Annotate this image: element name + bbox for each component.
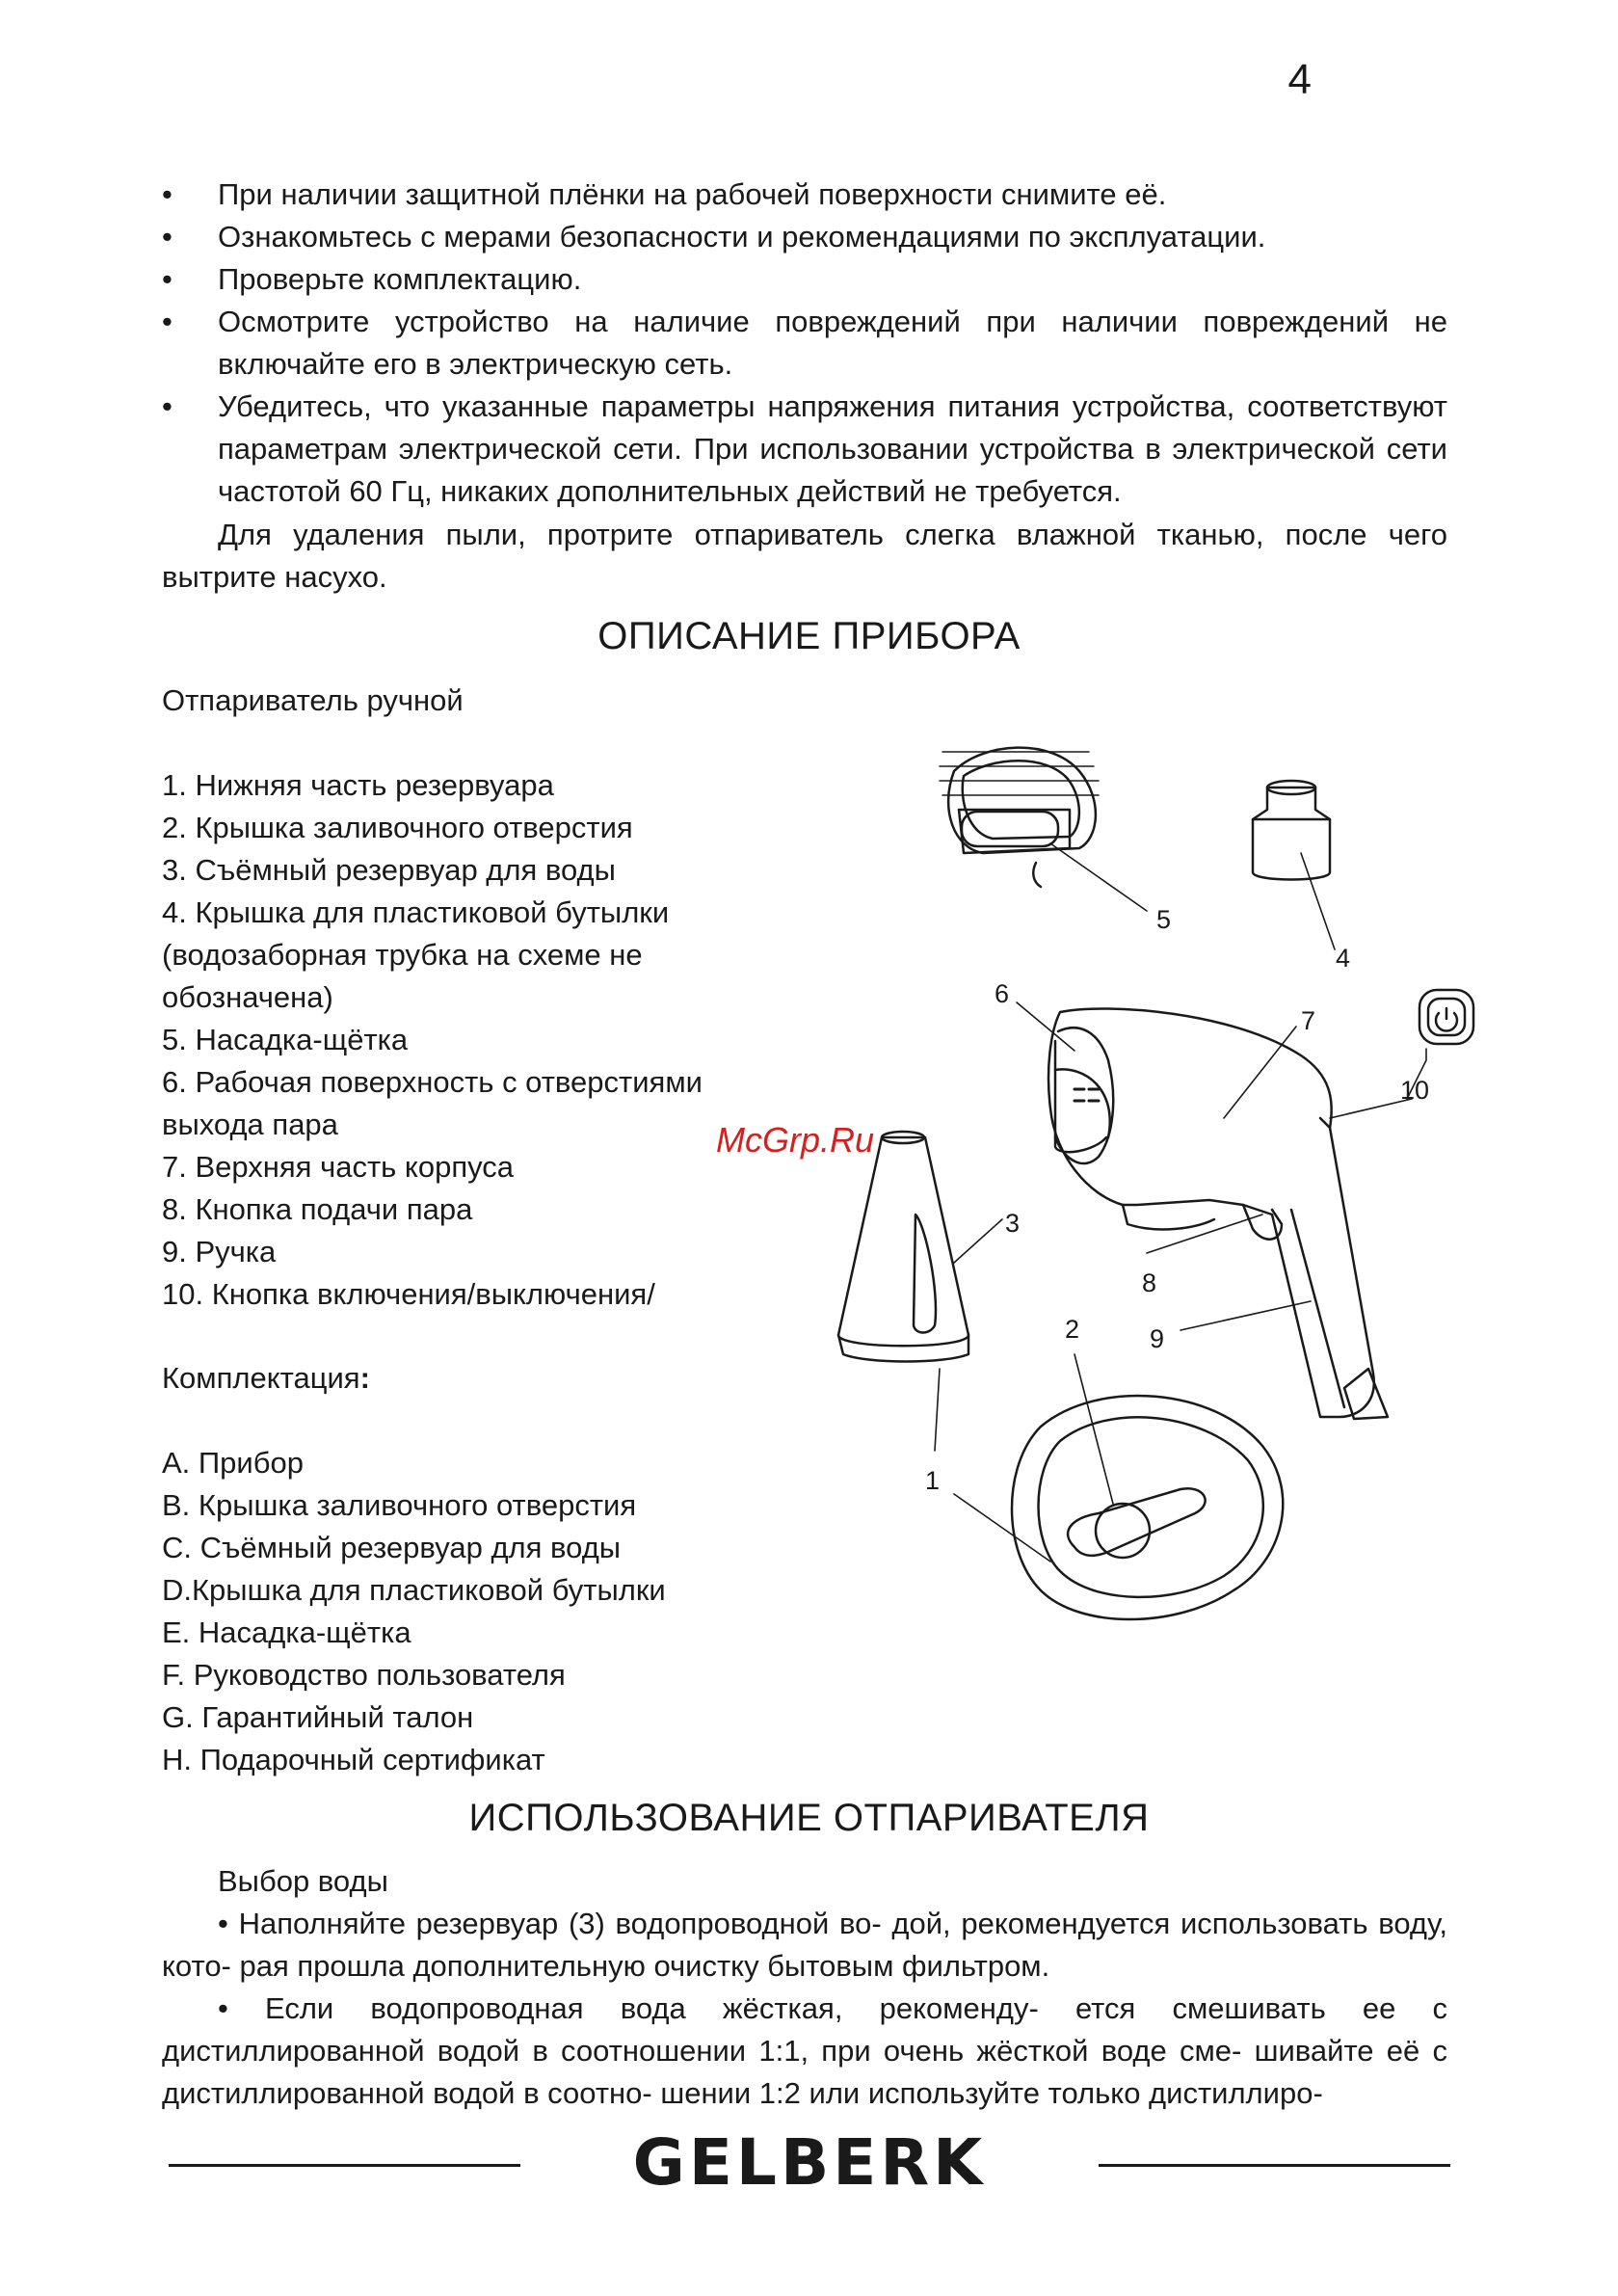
bullet-icon: • [162, 262, 172, 296]
footer-rule-right [1099, 2164, 1450, 2167]
intro-bullet-list [162, 174, 1447, 513]
bullet-icon: • [162, 220, 172, 254]
water-choice-subheading: Выбор воды [218, 1864, 388, 1898]
list-item: • Ознакомьтесь с мерами безопасности и рекомендациями по эксплуатации. [162, 216, 1447, 258]
list-item: 1. Нижняя часть резервуара [162, 768, 554, 802]
list-item: F. Руководство пользователя [162, 1658, 566, 1692]
callout-10: 10 [1400, 1076, 1430, 1105]
kit-list [162, 1442, 759, 1781]
callout-4: 4 [1336, 944, 1351, 973]
list-item: • При наличии защитной плёнки на рабочей поверхности снимите её. [162, 174, 1447, 216]
callout-5: 5 [1156, 905, 1172, 934]
steamer-body-drawing [1048, 1008, 1388, 1419]
watermark: McGrp.Ru [716, 1120, 875, 1160]
usage-paragraph-1: • Наполняйте резервуар (3) водопроводной во- дой, рекомендуется использовать воду, кото- рая прошла дополнительную очистку бытовым фильтром. [162, 1907, 1447, 1983]
list-item: E. Насадка-щётка [162, 1615, 411, 1649]
callout-8: 8 [1142, 1268, 1157, 1297]
power-button-drawing [1419, 990, 1473, 1044]
steamer-diagram [809, 713, 1484, 1658]
usage-heading: ИСПОЛЬЗОВАНИЕ ОТПАРИВАТЕЛЯ [468, 1797, 1150, 1839]
list-item: 6. Рабочая поверхность с отверстиями выхода пара [162, 1065, 703, 1141]
footer-rule-left [169, 2164, 520, 2167]
list-item: 3. Съёмный резервуар для воды [162, 853, 616, 887]
list-item: 7. Верхняя часть корпуса [162, 1150, 515, 1184]
list-item: 8. Кнопка подачи пара [162, 1192, 473, 1226]
parts-list [162, 764, 759, 1316]
callout-1: 1 [925, 1466, 941, 1495]
callout-9: 9 [1150, 1324, 1165, 1353]
callout-7: 7 [1301, 1006, 1316, 1035]
kit-label: Комплектация: [162, 1361, 370, 1395]
list-item: H. Подарочный сертификат [162, 1743, 545, 1776]
description-heading: ОПИСАНИЕ ПРИБОРА [597, 615, 1021, 657]
reservoir-base-drawing [1012, 1396, 1283, 1619]
water-tank-drawing [838, 1132, 968, 1362]
bottle-cap-drawing [1253, 781, 1330, 880]
list-item: • Осмотрите устройство на наличие повреждений при наличии повреждений не включайте его в электрическую сеть. [162, 301, 1447, 386]
brush-attachment-drawing [940, 748, 1099, 887]
list-item: G. Гарантийный талон [162, 1700, 474, 1734]
list-item: 5. Насадка-щётка [162, 1023, 409, 1056]
brand-logo: GELBERK [632, 2125, 987, 2200]
dust-paragraph: Для удаления пыли, протрите отпариватель слегка влажной тканью, после чего вытрите насухо. [162, 518, 1447, 594]
bullet-icon: • [162, 389, 172, 423]
callout-3: 3 [1005, 1209, 1021, 1238]
device-subtitle: Отпариватель ручной [162, 683, 464, 717]
list-item: D.Крышка для пластиковой бутылки [162, 1573, 666, 1607]
list-item: C. Съёмный резервуар для воды [162, 1531, 622, 1564]
callout-2: 2 [1065, 1315, 1080, 1344]
bullet-icon: • [162, 305, 172, 338]
list-item: • Проверьте комплектацию. [162, 258, 1447, 301]
list-item: A. Прибор [162, 1446, 304, 1480]
list-item: B. Крышка заливочного отверстия [162, 1488, 637, 1522]
page-number: 4 [1287, 56, 1312, 103]
list-item: • Убедитесь, что указанные параметры напряжения питания устройства, соответствуют параметрам электрической сети. При использовании устройства в электрической сети частотой 60 Гц, никаких дополнительных действий не требуется. [162, 386, 1447, 513]
list-item: 2. Крышка заливочного отверстия [162, 811, 633, 844]
list-item: 10. Кнопка включения/выключения/ [162, 1277, 655, 1311]
usage-paragraph-2: • Если водопроводная вода жёсткая, рекоменду- ется смешивать ее с дистиллированной водой в соотношении 1:1, при очень жёсткой воде сме- шивайте её с дистиллированной водой в соотно- шении 1:2 или используйте только дистиллиро- [162, 1991, 1447, 2110]
list-item: 4. Крышка для пластиковой бутылки (водозаборная трубка на схеме не обозначена) [162, 895, 670, 1014]
callout-6: 6 [995, 979, 1010, 1008]
list-item: 9. Ручка [162, 1235, 277, 1268]
bullet-icon: • [162, 177, 172, 211]
